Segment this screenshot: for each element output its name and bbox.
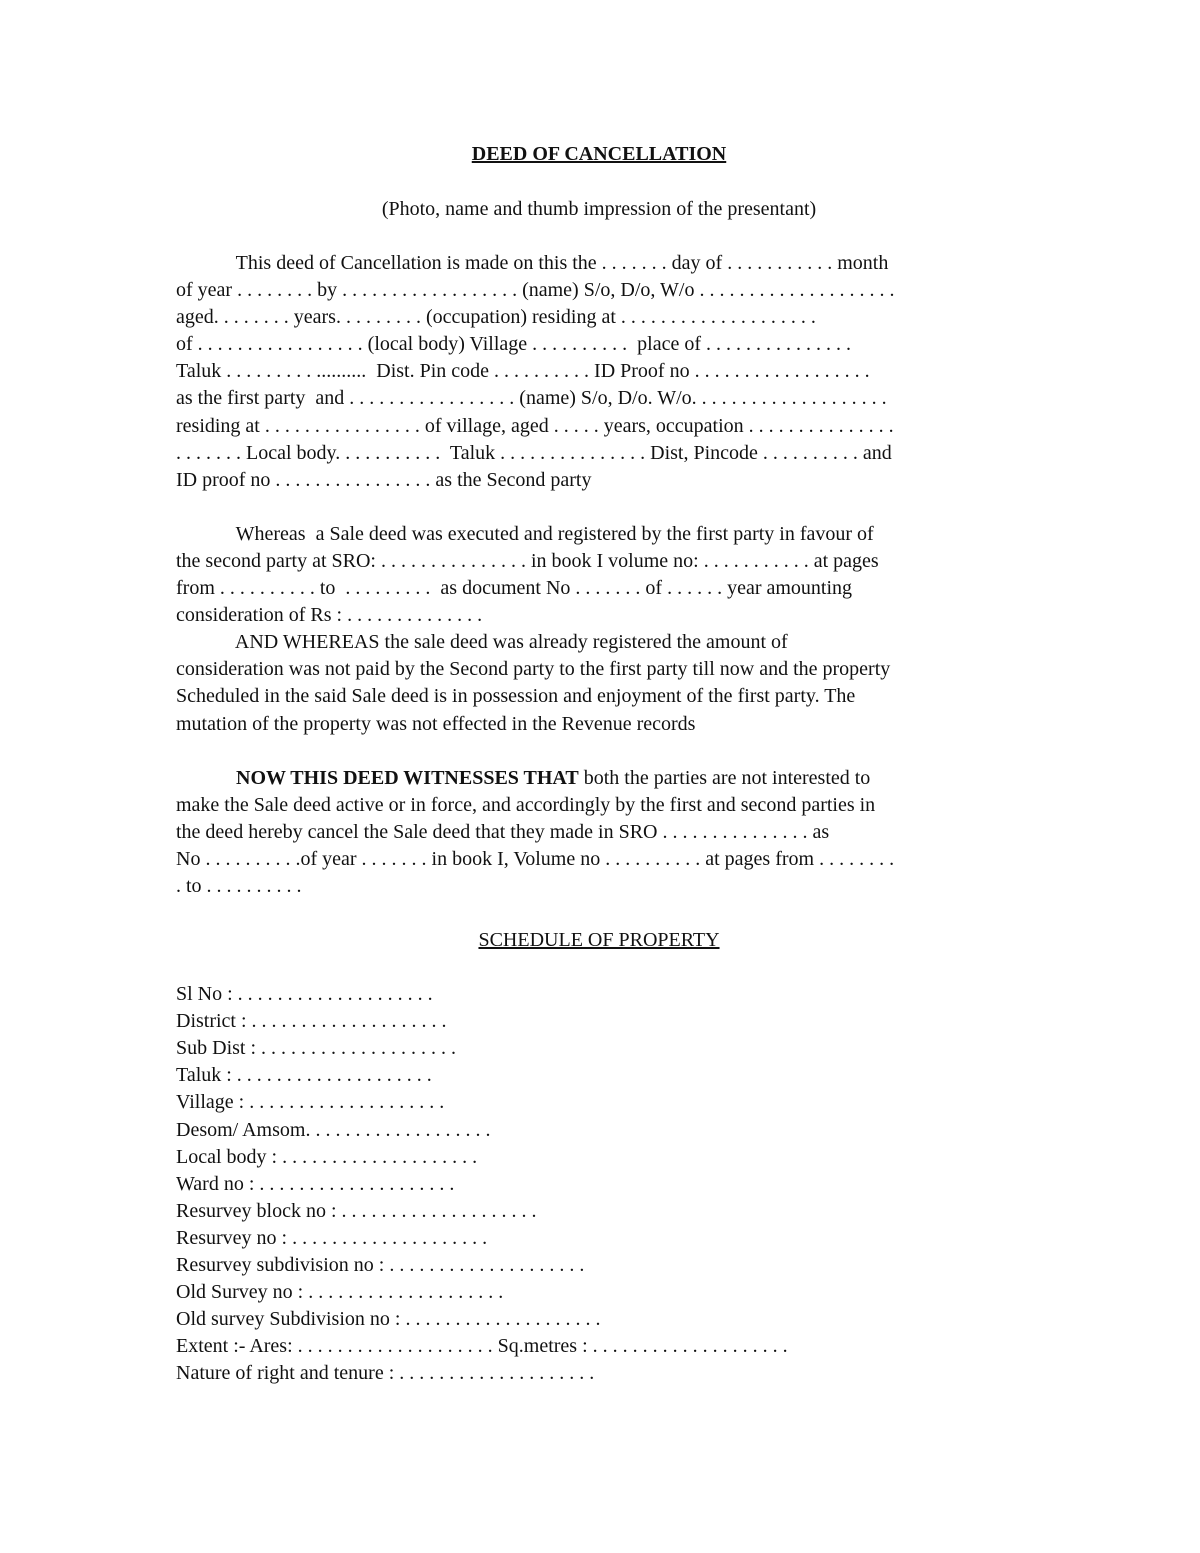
paragraph-line: No . . . . . . . . . .of year . . . . . . . in book I, Volume no . . . . . . . . . . at pages from . . . . . . . . (176, 847, 895, 870)
schedule-field: Old survey Subdivision no : . . . . . . . . . . . . . . . . . . . . (176, 1308, 601, 1331)
paragraph-line (176, 765, 1022, 792)
schedule-field: Village : . . . . . . . . . . . . . . . . . . . . (176, 1091, 445, 1114)
paragraph-line: Taluk . . . . . . . . . .......... Dist. Pin code . . . . . . . . . . ID Proof no . . . . . . . . . . . . . . . . . . (176, 360, 870, 383)
paragraph-line: as the first party and . . . . . . . . . . . . . . . . . (name) S/o, D/o. W/o. . . . . . . . . . . . . . . . . . . . (176, 387, 887, 410)
paragraph-line: from . . . . . . . . . . to . . . . . . . . . as document No . . . . . . . of . . . . . . year amounting (176, 577, 853, 600)
paragraph-line: the second party at SRO: . . . . . . . . . . . . . . . in book I volume no: . . . . . . . . . . . at pages (176, 549, 879, 572)
schedule-field: Sl No : . . . . . . . . . . . . . . . . . . . . (176, 983, 433, 1006)
witnesses-first-line-rest: both the parties are not interested to (578, 766, 871, 789)
paragraph-line: . . . . . . . Local body. . . . . . . . . . . Taluk . . . . . . . . . . . . . . . Dist, Pincode . . . . . . . . . . and (176, 441, 892, 464)
witnesses-paragraph (176, 765, 1022, 900)
schedule-field: Local body : . . . . . . . . . . . . . . . . . . . . (176, 1145, 478, 1168)
paragraph-line: ID proof no . . . . . . . . . . . . . . . . as the Second party (176, 468, 592, 491)
document-title: DEED OF CANCELLATION (471, 143, 727, 165)
paragraph-line: AND WHEREAS the sale deed was already registered the amount of (176, 631, 788, 654)
indent (176, 767, 236, 789)
document-content (176, 141, 1022, 1387)
whereas-paragraph (176, 521, 1022, 629)
witnesses-lead: NOW THIS DEED WITNESSES THAT (236, 766, 579, 789)
paragraph-line: consideration of Rs : . . . . . . . . . . . . . . (176, 604, 483, 627)
schedule-field: Old Survey no : . . . . . . . . . . . . . . . . . . . . (176, 1281, 504, 1304)
paragraph-line: Whereas a Sale deed was executed and registered by the first party in favour of (176, 522, 874, 545)
schedule-field: Resurvey subdivision no : . . . . . . . . . . . . . . . . . . . . (176, 1254, 585, 1276)
and-whereas-paragraph (176, 629, 1022, 737)
paragraph-line: of . . . . . . . . . . . . . . . . . (local body) Village . . . . . . . . . . place of . . . . . . . . . . . . . . . (176, 333, 851, 356)
schedule-field: Resurvey block no : . . . . . . . . . . . . . . . . . . . . (176, 1199, 537, 1222)
schedule-fields (176, 981, 1022, 1387)
paragraph-line: make the Sale deed active or in force, and accordingly by the first and second parties in (176, 793, 876, 816)
paragraph-line: This deed of Cancellation is made on this the . . . . . . . day of . . . . . . . . . . . month (176, 252, 889, 274)
paragraph-line: consideration was not paid by the Second party to the first party till now and the property (176, 658, 891, 681)
spacer (176, 494, 1022, 521)
paragraph-line: aged. . . . . . . . years. . . . . . . . . (occupation) residing at . . . . . . . . . . . . . . . . . . . . (176, 306, 816, 329)
schedule-field: Desom/ Amsom. . . . . . . . . . . . . . . . . . . (176, 1118, 491, 1141)
spacer (176, 900, 1022, 927)
paragraph-line: . to . . . . . . . . . . (176, 874, 302, 897)
schedule-field: Resurvey no : . . . . . . . . . . . . . . . . . . . . (176, 1226, 488, 1249)
paragraph-line: mutation of the property was not effected in the Revenue records (176, 712, 696, 735)
parties-paragraph (176, 250, 1022, 494)
paragraph-line: of year . . . . . . . . by . . . . . . . . . . . . . . . . . . (name) S/o, D/o, W/o . . . . . . . . . . . . . . . . . . . . (176, 279, 895, 302)
schedule-field: District : . . . . . . . . . . . . . . . . . . . . (176, 1010, 447, 1033)
schedule-field: Taluk : . . . . . . . . . . . . . . . . . . . . (176, 1064, 432, 1087)
schedule-field: Extent :- Ares: . . . . . . . . . . . . . . . . . . . . Sq.metres : . . . . . . . . . . . . . . . . . . . . (176, 1335, 788, 1358)
paragraph-line: the deed hereby cancel the Sale deed that they made in SRO . . . . . . . . . . . . . . . as (176, 820, 830, 843)
paragraph-line: residing at . . . . . . . . . . . . . . . . of village, aged . . . . . years, occupation . . . . . . . . . . . . . . . (176, 414, 894, 437)
schedule-field: Ward no : . . . . . . . . . . . . . . . . . . . . (176, 1172, 455, 1195)
paragraph-line: Scheduled in the said Sale deed is in possession and enjoyment of the first party. The (176, 685, 856, 708)
schedule-field: Nature of right and tenure : . . . . . . . . . . . . . . . . . . . . (176, 1362, 595, 1385)
schedule-title: SCHEDULE OF PROPERTY (478, 929, 720, 952)
document-subtitle: (Photo, name and thumb impression of the presentant) (381, 198, 817, 220)
schedule-field: Sub Dist : . . . . . . . . . . . . . . . . . . . . (176, 1037, 457, 1060)
spacer (176, 738, 1022, 765)
